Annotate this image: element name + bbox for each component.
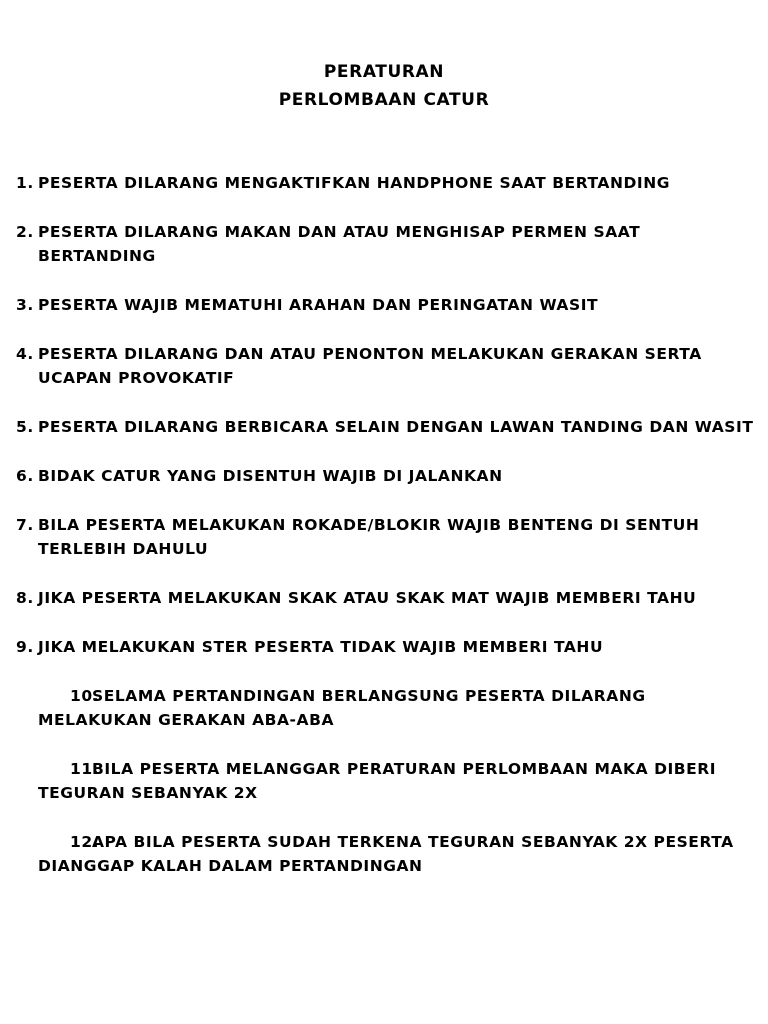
rule-number: 9. [16,638,34,656]
rule-item [16,513,756,561]
rule-item [16,586,756,610]
rule-number: 7. [16,516,34,534]
rule-number: 4. [16,345,34,363]
rule-number: 10. [70,687,100,705]
rule-item [16,415,756,439]
rule-text: JIKA MELAKUKAN STER PESERTA TIDAK WAJIB MEMBERI TAHU [38,638,604,656]
rule-item [16,220,756,268]
rule-text: JIKA PESERTA MELAKUKAN SKAK ATAU SKAK MAT WAJIB MEMBERI TAHU [38,589,697,607]
rule-text: PESERTA WAJIB MEMATUHI ARAHAN DAN PERINGATAN WASIT [38,296,599,314]
title-line-1: PERATURAN [323,62,445,82]
rule-text: APA BILA PESERTA SUDAH TERKENA TEGURAN SEBANYAK 2X PESERTA DIANGGAP KALAH DALAM PERTANDINGAN [38,833,734,875]
rule-text: SELAMA PERTANDINGAN BERLANGSUNG PESERTA DILARANG MELAKUKAN GERAKAN ABA-ABA [38,687,646,729]
rule-text: BILA PESERTA MELANGGAR PERATURAN PERLOMBAAN MAKA DIBERI TEGURAN SEBANYAK 2X [38,760,717,802]
title-line-2: PERLOMBAAN CATUR [278,90,490,110]
rule-text: PESERTA DILARANG DAN ATAU PENONTON MELAKUKAN GERAKAN SERTA UCAPAN PROVOKATIF [38,345,702,387]
rule-number: 8. [16,589,34,607]
rule-text: PESERTA DILARANG MENGAKTIFKAN HANDPHONE SAAT BERTANDING [38,174,670,192]
rule-item [16,464,756,488]
rule-text: BILA PESERTA MELAKUKAN ROKADE/BLOKIR WAJIB BENTENG DI SENTUH TERLEBIH DAHULU [38,516,700,558]
rule-item [16,684,756,732]
rule-number: 6. [16,467,34,485]
rule-item [16,830,756,878]
rule-item [16,635,756,659]
rule-number: 1. [16,174,34,192]
rule-number: 2. [16,223,34,241]
rule-item [16,757,756,805]
rule-item [16,293,756,317]
rule-item [16,171,756,195]
rule-number: 5. [16,418,34,436]
rule-item [16,342,756,390]
rules-list [16,171,756,903]
rule-number: 12. [70,833,100,851]
rule-text: BIDAK CATUR YANG DISENTUH WAJIB DI JALANKAN [38,467,503,485]
rule-text: PESERTA DILARANG MAKAN DAN ATAU MENGHISAP PERMEN SAAT BERTANDING [38,223,641,265]
rule-number: 11. [70,760,100,778]
rule-text: PESERTA DILARANG BERBICARA SELAIN DENGAN LAWAN TANDING DAN WASIT [38,418,754,436]
rule-number: 3. [16,296,34,314]
